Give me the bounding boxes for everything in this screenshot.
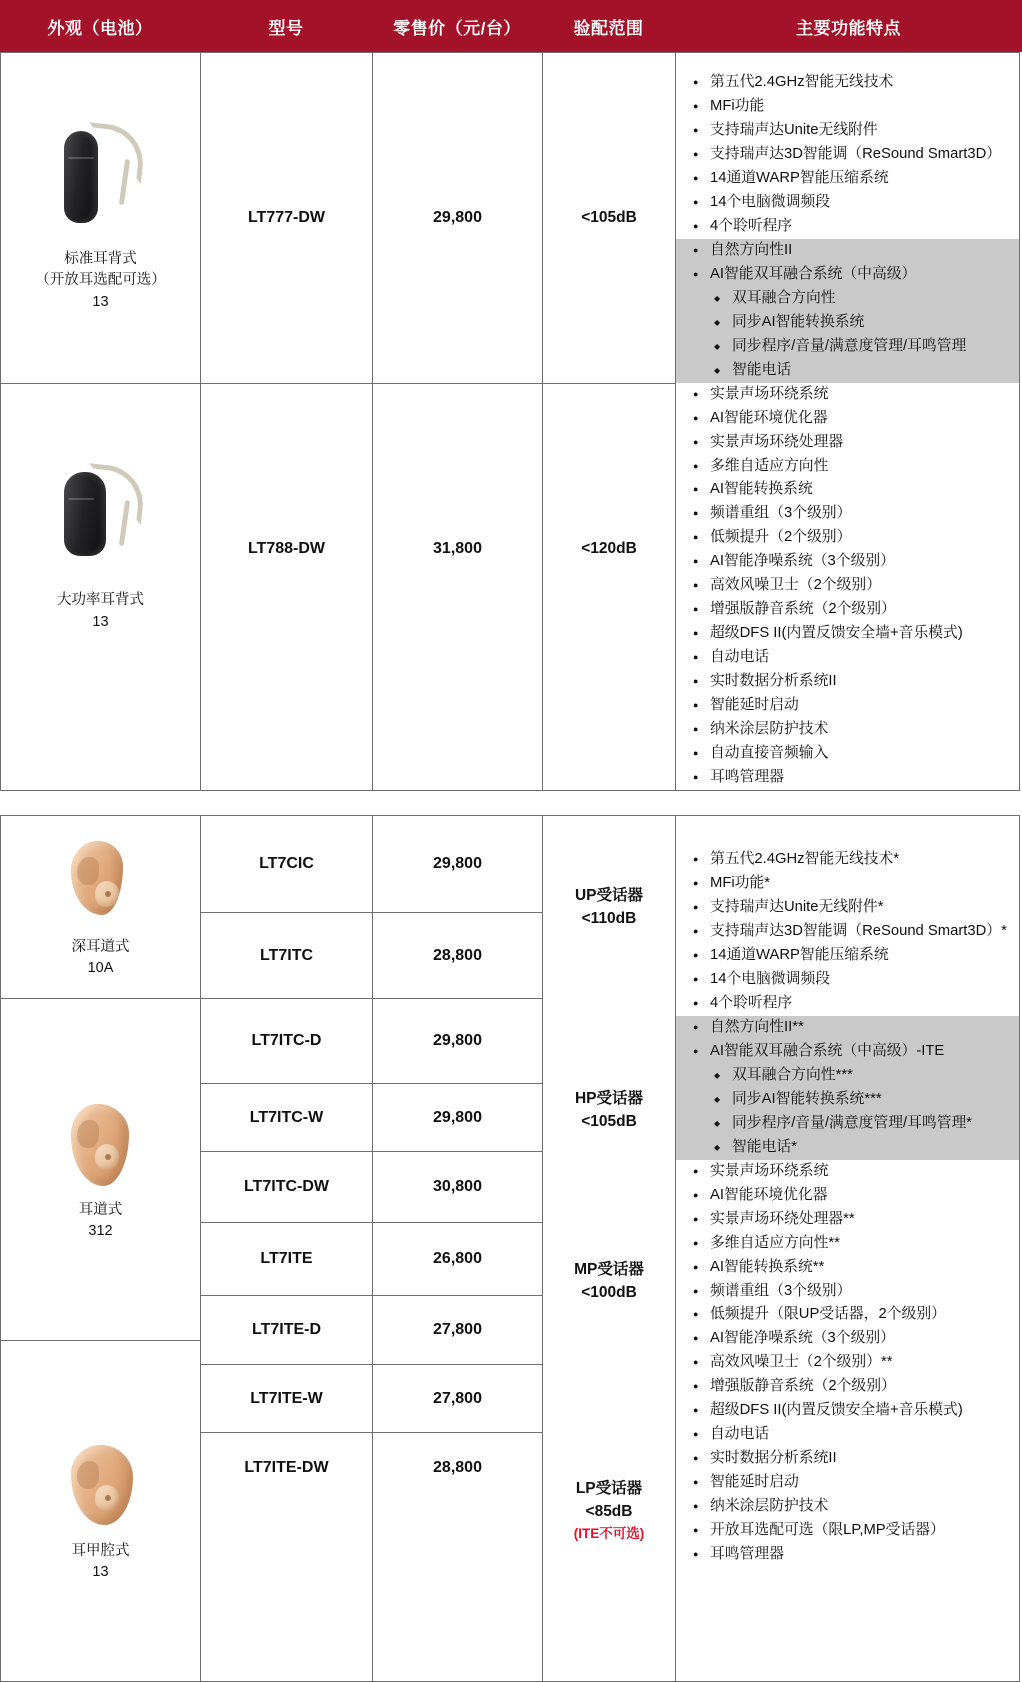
feature-item: ● MFi功能* xyxy=(676,872,1019,896)
table-row-model: LT7ITE-D xyxy=(201,1295,372,1364)
range-group-up xyxy=(543,816,675,998)
feature-item: ● 自动直接音频输入 xyxy=(676,742,1019,766)
bte-model-column xyxy=(201,53,373,790)
appearance-cell-standard-bte xyxy=(1,53,200,383)
range-receiver-label: MP受话器 xyxy=(574,1260,644,1278)
custom-price-column xyxy=(373,816,543,1681)
range-value: <105dB xyxy=(581,1113,637,1131)
feature-item: ● AI智能净噪系统（3个级别） xyxy=(676,550,1019,574)
table-row-price: 29,800 xyxy=(373,1083,542,1151)
appearance-cell-itc xyxy=(1,998,200,1340)
bte-features-highlight xyxy=(676,239,1019,383)
feature-item: ● 智能延时启动 xyxy=(676,694,1019,718)
range-group-lp xyxy=(543,1340,675,1681)
table-row-model: LT7ITC-D xyxy=(201,998,372,1083)
feature-subitem: ◆ 双耳融合方向性 xyxy=(676,287,1019,311)
feature-item: ● 多维自适应方向性** xyxy=(676,1232,1019,1256)
feature-item: ● 开放耳选配可选（限LP,MP受话器） xyxy=(676,1519,1019,1543)
feature-subitem: ◆ 智能电话 xyxy=(676,359,1019,383)
feature-item: ● 实景声场环绕系统 xyxy=(676,1160,1019,1184)
table-row-price: 29,800 xyxy=(433,855,482,873)
feature-item: ● 14通道WARP智能压缩系统 xyxy=(676,167,1019,191)
feature-item: ● 高效风噪卫士（2个级别）** xyxy=(676,1351,1019,1375)
feature-item: ● 实景声场环绕系统 xyxy=(676,383,1019,407)
ite-icon xyxy=(55,1439,147,1535)
table-row-price: 28,800 xyxy=(373,912,542,998)
appearance-cell-cic xyxy=(1,816,200,998)
column-header-appearance: 外观（电池） xyxy=(47,18,153,38)
table-row-price: 29,800 xyxy=(433,209,482,226)
feature-item: ● 智能延时启动 xyxy=(676,1471,1019,1495)
feature-item: ● 自动电话 xyxy=(676,646,1019,670)
appearance-cell-ite xyxy=(1,1340,200,1681)
custom-features-top xyxy=(676,848,1019,1016)
table-row-price: 29,800 xyxy=(373,998,542,1083)
feature-item: ● 自动电话 xyxy=(676,1423,1019,1447)
feature-item: ● AI智能环境优化器 xyxy=(676,1184,1019,1208)
itc-icon xyxy=(55,1098,147,1194)
feature-subitem: ◆ 智能电话* xyxy=(676,1136,1019,1160)
bte-standard-icon xyxy=(46,123,156,243)
table-row-model: LT7ITE-W xyxy=(201,1364,372,1432)
feature-subitem: ◆ 同步AI智能转换系统*** xyxy=(676,1088,1019,1112)
feature-item: ● MFi功能 xyxy=(676,95,1019,119)
feature-item: ● 频谱重组（3个级别） xyxy=(676,1280,1019,1304)
bte-features-bottom xyxy=(676,383,1019,790)
feature-item: ● 耳鸣管理器 xyxy=(676,1543,1019,1567)
feature-item: ● 高效风噪卫士（2个级别） xyxy=(676,574,1019,598)
feature-item: ● 14个电脑微调频段 xyxy=(676,968,1019,992)
bte-price-column xyxy=(373,53,543,790)
table-row-range: <105dB xyxy=(581,209,637,227)
feature-item: ● 14个电脑微调频段 xyxy=(676,191,1019,215)
feature-item: ● AI智能转换系统 xyxy=(676,478,1019,502)
feature-item: ● 第五代2.4GHz智能无线技术* xyxy=(676,848,1019,872)
table-row-price: 31,800 xyxy=(373,383,542,713)
feature-item: ● 超级DFS II(内置反馈安全墙+音乐模式) xyxy=(676,1399,1019,1423)
appearance-cell-power-bte xyxy=(1,383,200,713)
table-divider xyxy=(0,791,1022,815)
feature-item: ● 支持瑞声达3D智能调（ReSound Smart3D） xyxy=(676,143,1019,167)
feature-subitem: ◆ 同步程序/音量/满意度管理/耳鸣管理 xyxy=(676,335,1019,359)
bte-features-top xyxy=(676,71,1019,239)
table-row-model: LT7CIC xyxy=(259,855,314,873)
custom-features-column xyxy=(676,816,1019,1681)
feature-item: ● 支持瑞声达Unite无线附件* xyxy=(676,896,1019,920)
feature-item: ● 4个聆听程序 xyxy=(676,215,1019,239)
feature-item: ● 自然方向性II** xyxy=(676,1016,1019,1040)
feature-item: ● 实时数据分析系统II xyxy=(676,1447,1019,1471)
feature-item: ● 支持瑞声达Unite无线附件 xyxy=(676,119,1019,143)
feature-item: ● AI智能双耳融合系统（中高级）-ITE xyxy=(676,1040,1019,1064)
range-group-hp xyxy=(543,998,675,1222)
range-value: <100dB xyxy=(581,1284,637,1302)
bte-features-column xyxy=(676,53,1019,790)
feature-item: ● 第五代2.4GHz智能无线技术 xyxy=(676,71,1019,95)
feature-item: ● AI智能转换系统** xyxy=(676,1256,1019,1280)
bte-table xyxy=(0,52,1020,791)
table-row-model: LT7ITE xyxy=(201,1222,372,1295)
feature-item: ● 纳米涂层防护技术 xyxy=(676,718,1019,742)
appearance-label: 深耳道式 10A xyxy=(71,939,130,977)
column-header-price: 零售价（元/台） xyxy=(393,18,521,38)
custom-table xyxy=(0,815,1020,1682)
table-row-model: LT7ITE-DW xyxy=(201,1432,372,1503)
feature-item: ● 支持瑞声达3D智能调（ReSound Smart3D）* xyxy=(676,920,1019,944)
table-row-price: 27,800 xyxy=(373,1295,542,1364)
feature-item: ● AI智能环境优化器 xyxy=(676,407,1019,431)
appearance-label: 大功率耳背式 13 xyxy=(57,592,144,630)
feature-item: ● AI智能净噪系统（3个级别） xyxy=(676,1327,1019,1351)
table-row-price: 26,800 xyxy=(373,1222,542,1295)
feature-item: ● 4个聆听程序 xyxy=(676,992,1019,1016)
custom-features-bottom xyxy=(676,1160,1019,1567)
feature-item: ● AI智能双耳融合系统（中高级） xyxy=(676,263,1019,287)
bte-appearance-column xyxy=(1,53,201,790)
cic-icon xyxy=(55,835,147,931)
feature-item: ● 纳米涂层防护技术 xyxy=(676,1495,1019,1519)
feature-item: ● 耳鸣管理器 xyxy=(676,766,1019,790)
feature-item: ● 实景声场环绕处理器 xyxy=(676,431,1019,455)
table-header-bar xyxy=(0,0,1022,52)
appearance-label: 耳道式 312 xyxy=(78,1201,123,1239)
table-row-model: LT7ITC-DW xyxy=(201,1151,372,1222)
range-receiver-label: LP受话器 xyxy=(575,1480,643,1498)
column-header-model: 型号 xyxy=(268,18,304,38)
table-row-price: 28,800 xyxy=(373,1432,542,1503)
table-row-model: LT777-DW xyxy=(247,209,326,226)
feature-item: ● 自然方向性II xyxy=(676,239,1019,263)
table-row-price: 27,800 xyxy=(373,1364,542,1432)
feature-item: ● 低频提升（限UP受话器，2个级别） xyxy=(676,1303,1019,1327)
feature-item: ● 增强版静音系统（2个级别） xyxy=(676,598,1019,622)
range-value: <110dB xyxy=(581,910,637,928)
feature-item: ● 频谱重组（3个级别） xyxy=(676,502,1019,526)
table-row-price: 30,800 xyxy=(373,1151,542,1222)
custom-model-column xyxy=(201,816,373,1681)
column-header-fitting-range: 验配范围 xyxy=(573,18,644,38)
feature-item: ● 多维自适应方向性 xyxy=(676,455,1019,479)
custom-features-highlight xyxy=(676,1016,1019,1160)
appearance-label: 标准耳背式 （开放耳选配可选） 13 xyxy=(35,251,166,310)
range-value: <85dB xyxy=(585,1503,633,1521)
range-receiver-label: UP受话器 xyxy=(574,886,644,904)
feature-item: ● 增强版静音系统（2个级别） xyxy=(676,1375,1019,1399)
feature-item: ● 实时数据分析系统II xyxy=(676,670,1019,694)
feature-subitem: ◆ 同步程序/音量/满意度管理/耳鸣管理* xyxy=(676,1112,1019,1136)
feature-subitem: ◆ 双耳融合方向性*** xyxy=(676,1064,1019,1088)
bte-range-column xyxy=(543,53,676,790)
feature-item: ● 超级DFS II(内置反馈安全墙+音乐模式) xyxy=(676,622,1019,646)
feature-item: ● 低频提升（2个级别） xyxy=(676,526,1019,550)
bte-power-icon xyxy=(46,464,156,584)
range-receiver-label: HP受话器 xyxy=(574,1089,644,1107)
range-group-mp xyxy=(543,1222,675,1340)
table-row-model: LT788-DW xyxy=(201,383,372,713)
range-note: (ITE不可选) xyxy=(573,1525,645,1541)
feature-item: ● 14通道WARP智能压缩系统 xyxy=(676,944,1019,968)
table-row-model: LT7ITC-W xyxy=(201,1083,372,1151)
table-row-model: LT7ITC xyxy=(201,912,372,998)
column-header-features: 主要功能特点 xyxy=(796,18,901,38)
appearance-label: 耳甲腔式 13 xyxy=(71,1543,130,1581)
custom-range-column xyxy=(543,816,676,1681)
table-row-range: <120dB xyxy=(543,383,675,713)
feature-subitem: ◆ 同步AI智能转换系统 xyxy=(676,311,1019,335)
feature-item: ● 实景声场环绕处理器** xyxy=(676,1208,1019,1232)
custom-appearance-column xyxy=(1,816,201,1681)
